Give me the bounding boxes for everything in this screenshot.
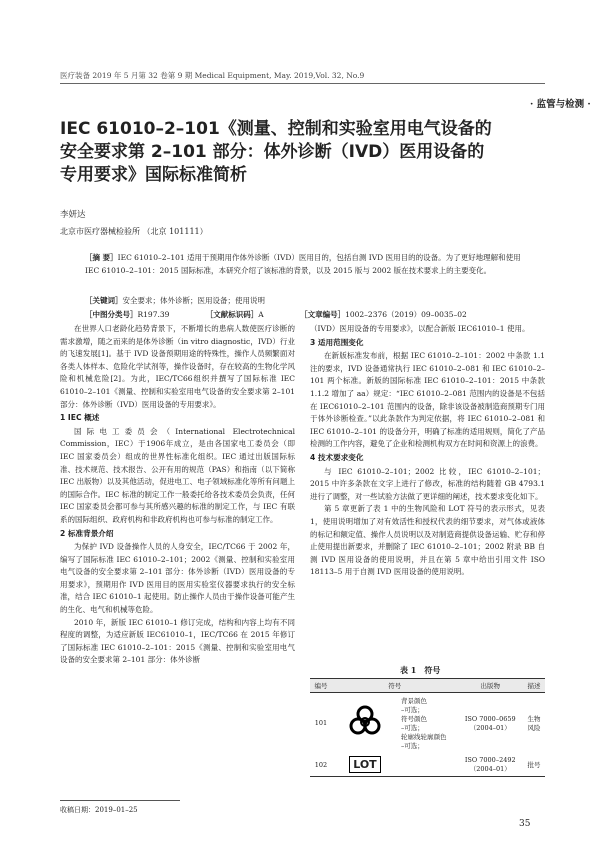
- title-line: 专用要求》国际标准简析: [60, 165, 247, 185]
- section-heading: 3 适用范围变化: [310, 337, 364, 347]
- classification-line: [85, 309, 501, 320]
- abstract-text: IEC 61010–2–101 适用于预期用作体外诊断（IVD）医用目的，包括自测 IVD 医用目的的设备。为了更好地理解和使用 IEC 61010–2–101：2015 国际标准，本研究介绍了该标准的背景，以及 2015 版与 2002 版在技术要求上的主要变化。: [85, 253, 521, 275]
- lot-icon: LOT: [349, 756, 380, 773]
- footnote-rule: [60, 800, 180, 801]
- affiliation: 北京市医疗器械检验所 （北京 101111）: [60, 227, 208, 236]
- keywords-label: ［关键词］: [85, 296, 123, 305]
- lot-symbol-cell: [332, 753, 398, 777]
- section-label: · 监管与检测 ·: [530, 99, 591, 110]
- article-number: ［文章编号］1002–2376（2019）09–0035–02: [300, 310, 467, 319]
- keywords: [85, 295, 265, 306]
- footnote: 收稿日期：2019–01–25: [60, 806, 138, 814]
- paragraph: 在新版标准发布前，根据 IEC 61010–2–101：2002 中条款 1.1 注的要求，IVD 设备通常执行 IEC 61010–2–081 和 IEC 61010–2–101 两个标准。新版的国际标准 IEC 61010–2–101：2015 中条款 1.1.2 增加了 aa）规定：“IEC 61010–2–081 范围内的设备是不包括在 IEC61010–2–101 范围内的设备，除非该设备被制造商预期专门用于体外诊断检查。”以此条款作为判定依据，将 IEC 61010–2–081 和 IEC 61010–2–101 的设备分开，明确了标准的适用规则，简化了产品检测的工作内容，避免了企业和检测机构双方在时间和资源上的浪费。: [310, 351, 545, 449]
- table-header-row: [310, 679, 545, 693]
- keywords-text: 安全要求；体外诊断；医用设备；使用说明: [122, 296, 265, 305]
- paragraph: 与 IEC 61010–2–101；2002 比较，IEC 61010–2–101；2015 中许多条款在文字上进行了修改，标准的结构随着 GB 4793.1 进行了调整，对一些试验方法做了更详细的阐述，技术要求变化如下。: [310, 466, 545, 501]
- section-heading: 2 标准背景介绍: [60, 528, 114, 538]
- doc-code: ［文献标识码］A: [205, 310, 264, 319]
- cell-description: 批号: [523, 753, 545, 777]
- cell-number: 102: [310, 753, 332, 777]
- clc-number: ［中图分类号］R197.39: [85, 310, 170, 319]
- paragraph: 在世界人口老龄化趋势背景下，不断增长的患病人数使医疗诊断的需求激增，随之而来的是体外诊断（in vitro diagnostic，IVD）行业的飞速发展[1]。基于 IVD 设备预期用途的特殊性，操作人员频繁面对各类人体样本、危险化学试剂等，操作设备时，存在较高的生物化学风险和机械危险[2]。为此，IEC/TC66组织并撰写了国际标准 IEC 61010–2–101《测量、控制和实验室用电气设备的安全要求第 2–101 部分：体外诊断（IVD）医用设备的专用要求》。: [60, 324, 295, 409]
- cell-number: 101: [314, 719, 328, 727]
- table-header: 编号: [310, 679, 332, 693]
- body-column-right: [310, 323, 545, 579]
- paragraph: 2010 年，新版 IEC 61010–1 修订完成，结构和内容上均有不同程度的调整，为适应新版 IEC61010–1，IEC/TC66 在 2015 年修订了国际标准 IEC 61010–2–101：2015《测量、控制和实验室用电气设备的安全要求第 2–101 部分：体外诊断: [60, 617, 295, 665]
- table-header: 符号: [332, 679, 458, 693]
- table-title: 表 1 符号: [400, 665, 441, 675]
- abstract-label: ［摘 要］: [85, 253, 118, 262]
- paragraph: 国际电工委员会（International Electrotechnical Commission，IEC）于1906年成立，是由各国家电工委员会（即 IEC 国家委员会）组成的世界性标准化组织。IEC 通过出版国际标准、技术规范、技术报告、公开有用的规范（PAS）和指南（以下简称 IEC 出版物）以及其他活动，促进电工、电子领域标准化等所有问题上的国际合作。IEC 标准的制定工作一般委托给各技术委员会负责，任何 IEC 国家委员会都可参与其所感兴趣的标准的制定工作，与 IEC 有联系的国际组织、政府机构和非政府机构也可参与标准的制定工作。: [60, 426, 295, 524]
- title-line: 安全要求第 2–101 部分：体外诊断（IVD）医用设备的: [60, 142, 485, 162]
- table-row: [310, 753, 545, 777]
- body-column-left: [60, 323, 295, 667]
- cell-description: 生物 风险: [527, 715, 541, 732]
- paragraph: 第 5 章更新了表 1 中的生物风险和 LOT 符号的表示形式，见表 1，使用说明增加了对有效活性和授权代表的细节要求，对气体或液体的标记和额定值、操作人员说明以及对制造商提供设备运输、贮存和停止使用提出新要求，并删除了 IEC 61010–2–101；2002 附录 BB 自测 IVD 医用设备的使用说明，并且在第 5 章中给出引用文件 ISO 18113–5 用于自测 IVD 医用设备的使用说明。: [310, 504, 545, 577]
- cell-publication: ISO 7000–0659 （2004–01）: [464, 714, 516, 732]
- symbol-note: [398, 753, 458, 777]
- author: 李妍达: [60, 210, 86, 220]
- page-number: 35: [519, 819, 531, 829]
- table-row: [310, 693, 545, 754]
- paragraph: （IVD）医用设备的专用要求》，以配合新版 IEC61010–1 使用。: [310, 324, 530, 333]
- symbol-note: 背景颜色 –可选； 符号颜色 –可选； 轮廓线轮廓颜色 –可选；: [400, 697, 447, 750]
- article-title: [60, 118, 550, 187]
- header-rule: [60, 83, 545, 84]
- table-header: 描述: [523, 679, 545, 693]
- cell-publication: ISO 7000–2492 （2004–01）: [457, 753, 523, 777]
- abstract: [85, 252, 525, 277]
- title-line: IEC 61010–2–101《测量、控制和实验室用电气设备的: [60, 119, 492, 139]
- biohazard-icon: [332, 693, 398, 754]
- section-heading: 4 技术要求变化: [310, 452, 364, 462]
- symbols-table: [310, 678, 545, 777]
- section-heading: 1 IEC 概述: [60, 413, 100, 423]
- running-head: 医疗装备 2019 年 5 月第 32 卷第 9 期 Medical Equipment, May. 2019,Vol. 32, No.9: [60, 71, 365, 80]
- paragraph: 为保护 IVD 设备操作人员的人身安全，IEC/TC66 于 2002 年，编写了国际标准 IEC 61010–2–101；2002《测量、控制和实验室用电气设备的安全要求第 2–101 部分：体外诊断（IVD）医用设备的专用要求》，预期用作 IVD 医用目的医用实验室仪器要求执行的安全标准，结合 IEC 61010–1 起使用。防止操作人员由于操作设备可能产生的生化、电气和机械等危险。: [60, 542, 295, 615]
- table-header: 出版物: [457, 679, 523, 693]
